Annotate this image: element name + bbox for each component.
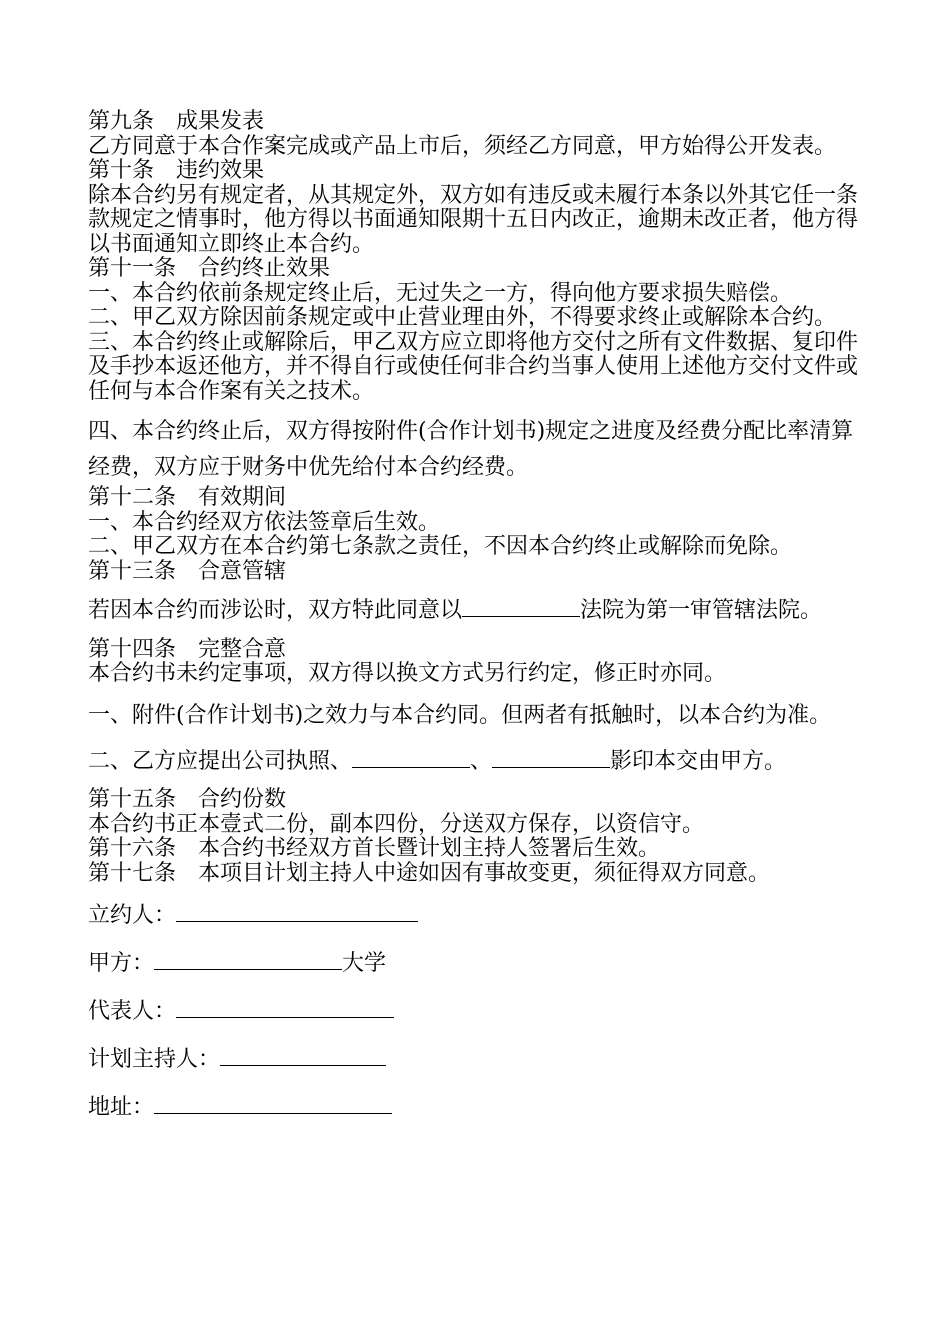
article-12-item-1: 一、本合约经双方依法签章后生效。 <box>88 509 441 535</box>
article-12-item-2: 二、甲乙双方在本合约第七条款之责任，不因本合约终止或解除而免除。 <box>88 534 793 559</box>
article-14-item-2-sep: 、 <box>470 748 493 774</box>
address-blank <box>154 1095 392 1114</box>
article-14-heading: 第十四条 完整合意 <box>88 636 287 662</box>
party-a-label: 甲方： <box>88 951 155 976</box>
article-16-heading: 第十六条 本合约书经双方首长暨计划主持人签署后生效。 <box>88 836 661 861</box>
article-11-item-1: 一、本合约依前条规定终止后，无过失之一方，得向他方要求损失赔偿。 <box>88 280 793 306</box>
party-a-suffix: 大学 <box>342 951 387 976</box>
article-14-item-2-after: 影印本交由甲方。 <box>610 748 787 774</box>
article-14-item-1: 一、附件(合作计划书)之效力与本合约同。但两者有抵触时，以本合约为准。 <box>88 702 832 728</box>
article-9-body: 乙方同意于本合作案完成或产品上市后，须经乙方同意，甲方始得公开发表。 <box>88 133 837 159</box>
project-lead-blank <box>220 1047 386 1066</box>
article-13-text-before: 若因本合约而涉讼时，双方特此同意以 <box>88 598 463 623</box>
signature-block <box>88 902 868 1122</box>
representative-blank <box>176 999 394 1018</box>
article-15-body: 本合约书正本壹式二份，副本四份，分送双方保存，以资信守。 <box>88 811 705 837</box>
signature-project-lead <box>88 1046 868 1074</box>
article-17-heading: 第十七条 本项目计划主持人中途如因有事故变更，须征得双方同意。 <box>88 860 771 886</box>
article-11-item-2: 二、甲乙双方除因前条规定或中止营业理由外，不得要求终止或解除本合约。 <box>88 305 837 330</box>
article-13-heading: 第十三条 合意管辖 <box>88 558 287 584</box>
court-blank <box>462 598 580 617</box>
article-9-heading: 第九条 成果发表 <box>88 109 265 134</box>
project-lead-label: 计划主持人： <box>88 1047 221 1072</box>
article-10-heading: 第十条 违约效果 <box>88 158 265 183</box>
signature-address <box>88 1094 868 1122</box>
article-13-body <box>88 598 868 624</box>
license-blank-2 <box>492 749 610 768</box>
article-10-body: 除本合约另有规定者，从其规定外，双方如有违反或未履行本条以外其它任一条款规定之情事时，他方得以书面通知限期十五日内改正，逾期未改正者，他方得以书面通知立即终止本合约。 <box>88 182 859 257</box>
party-blank <box>176 903 418 922</box>
article-14-item-2 <box>88 749 868 775</box>
signature-party <box>88 902 868 930</box>
article-14-body: 本合约书未约定事项，双方得以换文方式另行约定，修正时亦同。 <box>88 661 727 686</box>
address-label: 地址： <box>88 1095 155 1120</box>
article-11-item-4: 四、本合约终止后，双方得按附件(合作计划书)规定之进度及经费分配比率清算经费，双方应于财务中优先给付本合约经费。 <box>88 419 854 480</box>
article-11-heading: 第十一条 合约终止效果 <box>88 256 331 281</box>
contract-page <box>88 110 868 1122</box>
party-a-blank <box>154 951 342 970</box>
signature-representative <box>88 998 868 1026</box>
party-label: 立约人： <box>88 903 177 928</box>
representative-label: 代表人： <box>88 999 177 1024</box>
article-15-heading: 第十五条 合约份数 <box>88 787 287 812</box>
article-13-text-after: 法院为第一审管辖法院。 <box>580 598 823 623</box>
signature-party-a <box>88 950 868 978</box>
article-14-item-2-before: 二、乙方应提出公司执照、 <box>88 748 353 774</box>
article-11-item-3: 三、本合约终止或解除后，甲乙双方应立即将他方交付之所有文件数据、复印件及手抄本返还他方，并不得自行或使任何非合约当事人使用上述他方交付文件或任何与本合作案有关之技术。 <box>88 329 859 404</box>
license-blank-1 <box>352 749 470 768</box>
article-12-heading: 第十二条 有效期间 <box>88 485 287 510</box>
